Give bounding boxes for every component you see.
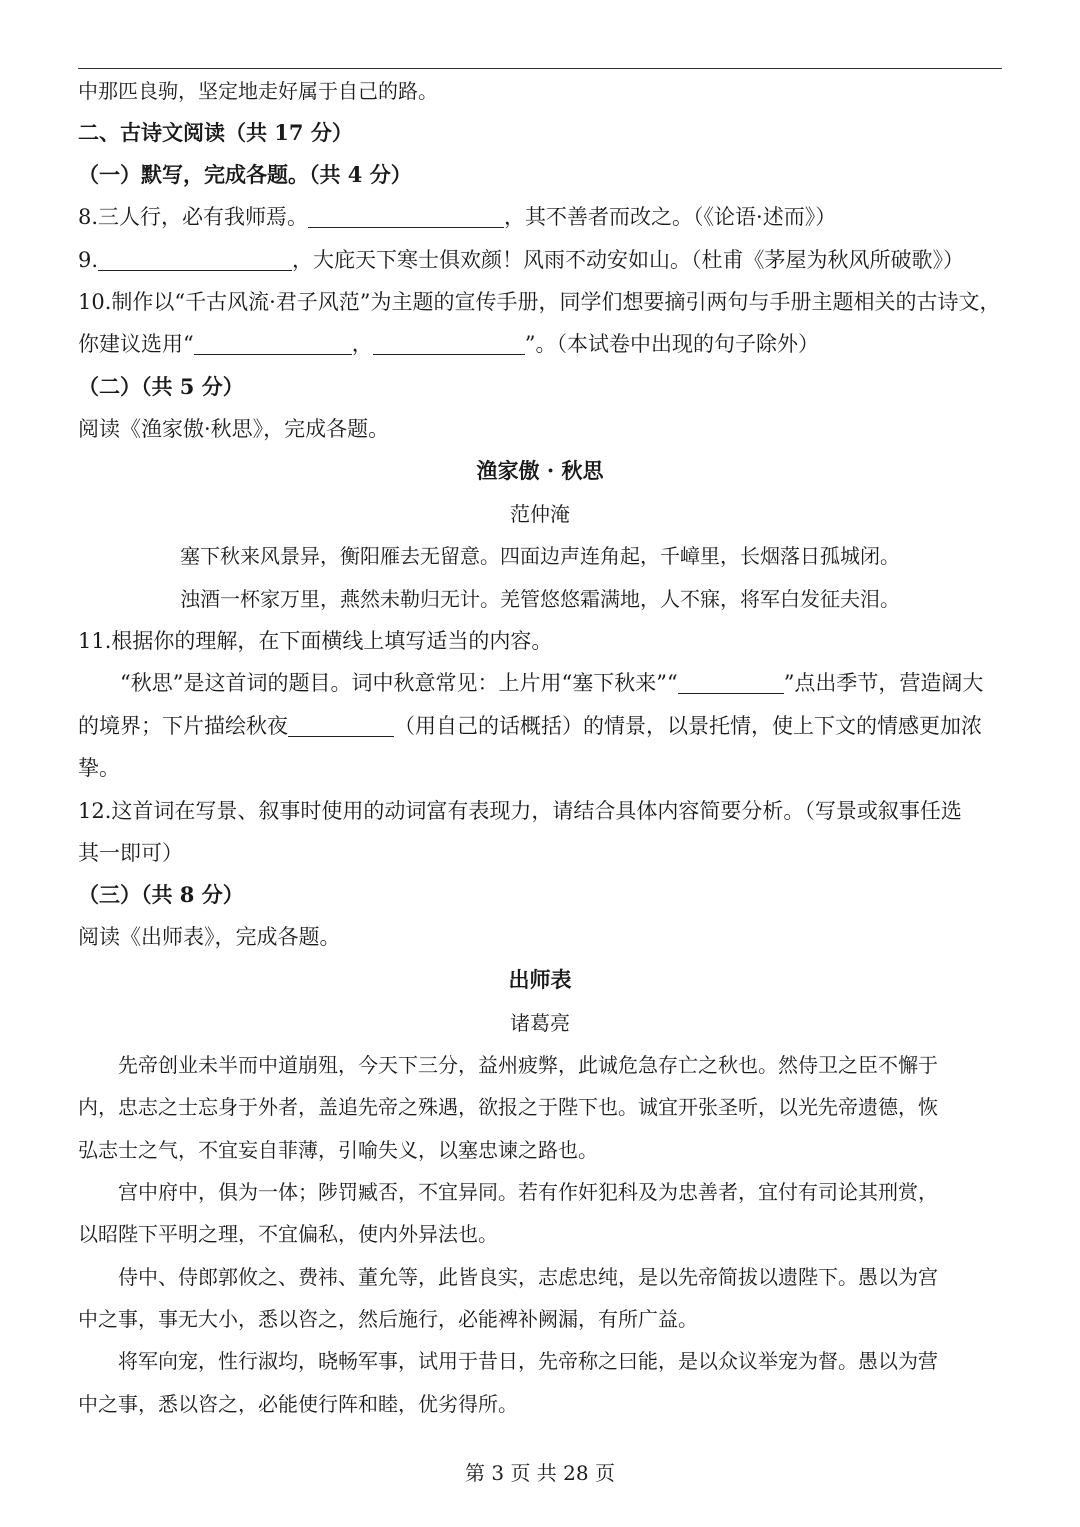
text-line: 中那匹良驹，坚定地走好属于自己的路。	[78, 79, 438, 103]
essay-line: 中之事，悉以咨之，必能使行阵和睦，优劣得所。	[78, 1392, 518, 1416]
poem-line: 浊酒一杯家万里，燕然未勒归无计。羌管悠悠霜满地，人不寐，将军白发征夫泪。	[180, 587, 900, 611]
question-9	[78, 245, 1008, 275]
question-9-suffix: ，大庇天下寒士俱欢颜！风雨不动安如山。（杜甫《茅屋为秋风所破歌》）	[292, 248, 965, 272]
answer-blank[interactable]	[288, 714, 394, 737]
page-number: 第 3 页 共 28 页	[465, 1461, 615, 1485]
question-12-line2: 其一即可）	[78, 841, 183, 865]
reading-instruction: 阅读《渔家傲·秋思》，完成各题。	[78, 417, 390, 441]
essay-line: 中之事，事无大小，悉以咨之，然后施行，必能裨补阙漏，有所广益。	[78, 1307, 698, 1331]
question-8-prefix: 8.三人行，必有我师焉。	[78, 205, 309, 229]
q10-text-2: ，	[351, 332, 373, 356]
essay-title: 出师表	[508, 967, 572, 992]
poem-author: 范仲淹	[510, 502, 570, 526]
essay-line: 侍中、侍郎郭攸之、费祎、董允等，此皆良实，志虑忠纯，是以先帝简拔以遗陛下。愚以为宫	[118, 1265, 938, 1289]
essay-line: 将军向宠，性行淑均，晓畅军事，试用于昔日，先帝称之曰能，是以众议举宠为督。愚以为营	[118, 1349, 938, 1373]
essay-line: 宫中府中，俱为一体；陟罚臧否，不宜异同。若有作奸犯科及为忠善者，宜付有司论其刑赏，	[118, 1180, 938, 1204]
essay-line: 内，忠志之士忘身于外者，盖追先帝之殊遇，欲报之于陛下也。诚宜开张圣听，以光先帝遗德，恢	[78, 1095, 938, 1119]
q10-text-3: ”。（本试卷中出现的句子除外）	[524, 332, 819, 356]
poem-line: 塞下秋来风景异，衡阳雁去无留意。四面边声连角起，千嶂里，长烟落日孤城闭。	[180, 544, 900, 568]
question-8	[78, 202, 1008, 232]
essay-line: 以昭陛下平明之理，不宜偏私，使内外异法也。	[78, 1222, 498, 1246]
question-11-line2	[120, 668, 1010, 698]
answer-blank[interactable]	[373, 332, 525, 355]
q10-text-1: 你建议选用“	[78, 332, 194, 356]
subsection-heading: （一）默写，完成各题。（共 4 分）	[78, 162, 412, 187]
q11-text-4: （用自己的话概括）的情景，以景托情，使上下文的情感更加浓	[394, 714, 982, 738]
answer-blank[interactable]	[98, 248, 292, 271]
answer-blank[interactable]	[308, 205, 504, 228]
question-8-suffix: ，其不善者而改之。（《论语·述而》）	[504, 205, 837, 229]
subsection-heading: （二）（共 5 分）	[78, 374, 244, 399]
essay-line: 先帝创业未半而中道崩殂，今天下三分，益州疲弊，此诚危急存亡之秋也。然侍卫之臣不懈于	[118, 1053, 938, 1077]
answer-blank[interactable]	[194, 332, 352, 355]
answer-blank[interactable]	[678, 671, 784, 694]
question-11: 11.根据你的理解，在下面横线上填写适当的内容。	[78, 629, 553, 653]
essay-line: 弘志士之气，不宜妄自菲薄，引喻失义，以塞忠谏之路也。	[78, 1138, 598, 1162]
question-11-line3	[78, 711, 1008, 741]
question-9-prefix: 9.	[78, 248, 99, 272]
question-12: 12.这首词在写景、叙事时使用的动词富有表现力，请结合具体内容简要分析。（写景或叙事任选	[78, 799, 962, 823]
q11-text-3: 的境界；下片描绘秋夜	[78, 714, 288, 738]
question-10: 10.制作以“千古风流·君子风范”为主题的宣传手册，同学们想要摘引两句与手册主题相关的古诗文，	[78, 290, 1001, 314]
header-rule	[78, 68, 1002, 69]
question-11-line4: 挚。	[78, 756, 120, 780]
essay-author: 诸葛亮	[510, 1011, 570, 1035]
subsection-heading: （三）（共 8 分）	[78, 882, 244, 907]
q11-text-1: “秋思”是这首词的题目。词中秋意常见：上片用“塞下秋来”“	[120, 671, 678, 695]
question-10-line2	[78, 329, 1008, 359]
section-heading: 二、古诗文阅读（共 17 分）	[78, 120, 353, 145]
q11-text-2: ”点出季节，营造阔大	[783, 671, 984, 695]
poem-title: 渔家傲 · 秋思	[476, 458, 604, 483]
reading-instruction: 阅读《出师表》，完成各题。	[78, 925, 341, 949]
